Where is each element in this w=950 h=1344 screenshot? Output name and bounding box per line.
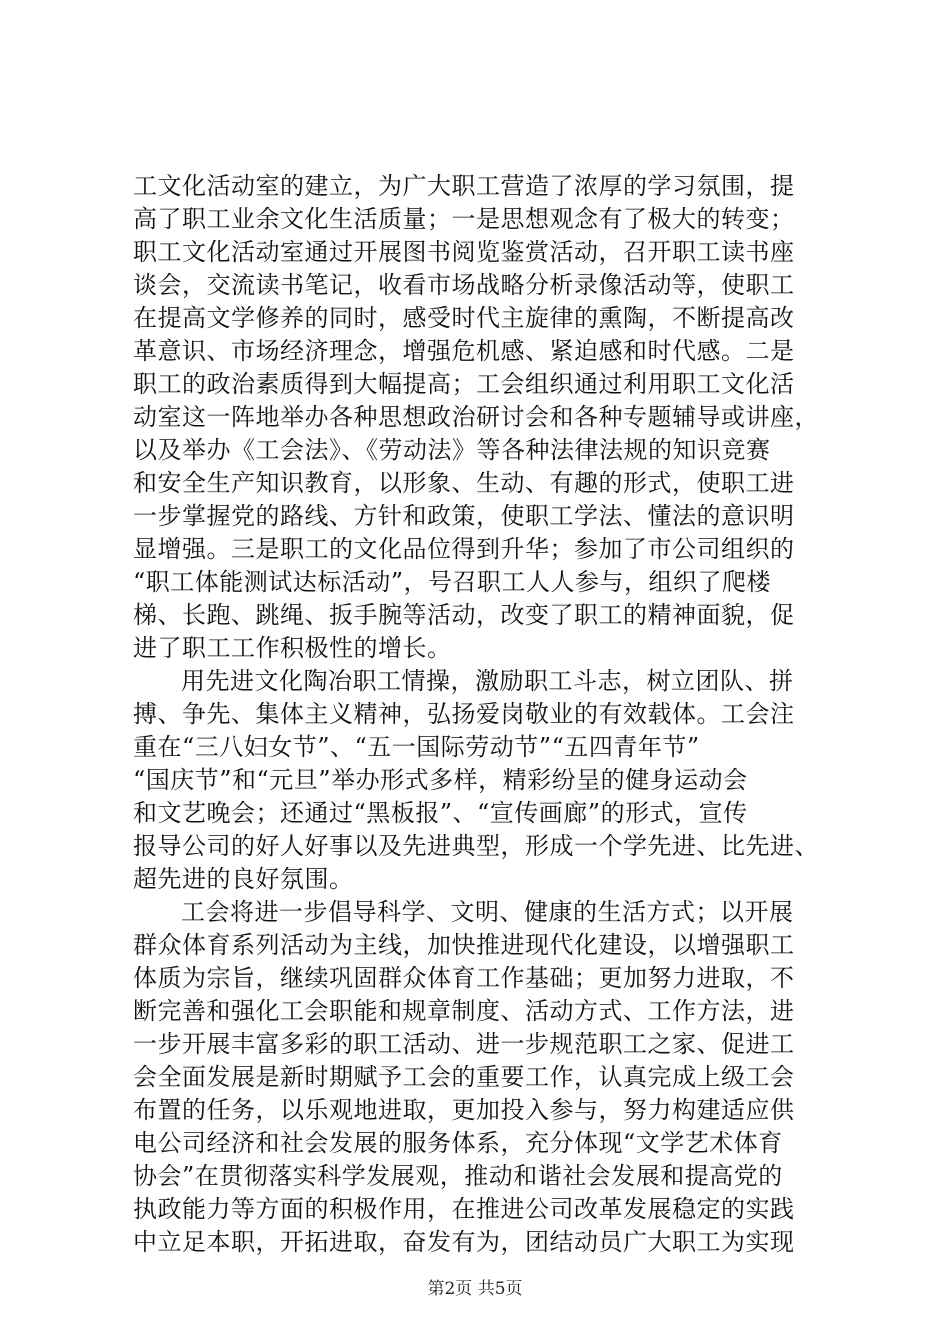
text-line: 高了职工业余文化生活质量；一是思想观念有了极大的转变； [133,205,795,233]
text-line: 职工的政治素质得到大幅提高；工会组织通过利用职工文化活 [133,370,795,398]
text-line: 中立足本职，开拓进取，奋发有为，团结动员广大职工为实现 [133,1228,795,1256]
paragraph-start-line: 工会将进一步倡导科学、文明、健康的生活方式；以开展 [181,898,794,926]
text-line: 显增强。三是职工的文化品位得到升华；参加了市公司组织的 [133,535,795,563]
text-line: “职工体能测试达标活动”，号召职工人人参与，组织了爬楼 [133,568,772,596]
text-line: 动室这一阵地举办各种思想政治研讨会和各种专题辅导或讲座， [133,403,819,431]
text-line: 体质为宗旨，继续巩固群众体育工作基础；更加努力进取，不 [133,964,795,992]
paragraph-start-line: 用先进文化陶冶职工情操，激励职工斗志，树立团队、拼 [181,667,794,695]
text-line: 工文化活动室的建立，为广大职工营造了浓厚的学习氛围，提 [133,172,795,200]
text-line: 以及举办《工会法》、《劳动法》等各种法律法规的知识竞赛 [133,436,771,464]
text-line: “国庆节”和“元旦”举办形式多样，精彩纷呈的健身运动会 [133,766,748,794]
text-line: 重在“三八妇女节”、“五一国际劳动节”“五四青年节” [133,733,700,761]
text-line: 断完善和强化工会职能和规章制度、活动方式、工作方法，进 [133,997,795,1025]
text-line: 谈会，交流读书笔记，收看市场战略分析录像活动等，使职工 [133,271,795,299]
page-number-footer: 第2页 共5页 [427,1279,523,1299]
text-line: 和安全生产知识教育，以形象、生动、有趣的形式，使职工进 [133,469,795,497]
text-line: 执政能力等方面的积极作用，在推进公司改革发展稳定的实践 [133,1195,795,1223]
text-line: 协会”在贯彻落实科学发展观，推动和谐社会发展和提高党的 [133,1162,783,1190]
text-line: 报导公司的好人好事以及先进典型，形成一个学先进、比先进、 [133,832,819,860]
text-line: 会全面发展是新时期赋予工会的重要工作，认真完成上级工会 [133,1063,795,1091]
text-line: 进了职工工作积极性的增长。 [133,634,452,662]
text-line: 超先进的良好氛围。 [133,865,354,893]
text-line: 布置的任务，以乐观地进取，更加投入参与，努力构建适应供 [133,1096,795,1124]
text-line: 和文艺晚会；还通过“黑板报”、“宣传画廊”的形式，宣传 [133,799,748,827]
text-line: 在提高文学修养的同时，感受时代主旋律的熏陶，不断提高改 [133,304,795,332]
body-text [133,170,833,1259]
text-line: 群众体育系列活动为主线，加快推进现代化建设，以增强职工 [133,931,795,959]
text-line: 梯、长跑、跳绳、扳手腕等活动，改变了职工的精神面貌，促 [133,601,795,629]
text-line: 搏、争先、集体主义精神，弘扬爱岗敬业的有效载体。工会注 [133,700,795,728]
text-line: 电公司经济和社会发展的服务体系，充分体现“文学艺术体育 [133,1129,783,1157]
text-line: 革意识、市场经济理念，增强危机感、紧迫感和时代感。二是 [133,337,795,365]
text-line: 一步掌握党的路线、方针和政策，使职工学法、懂法的意识明 [133,502,795,530]
text-line: 职工文化活动室通过开展图书阅览鉴赏活动，召开职工读书座 [133,238,795,266]
text-line: 一步开展丰富多彩的职工活动、进一步规范职工之家、促进工 [133,1030,795,1058]
